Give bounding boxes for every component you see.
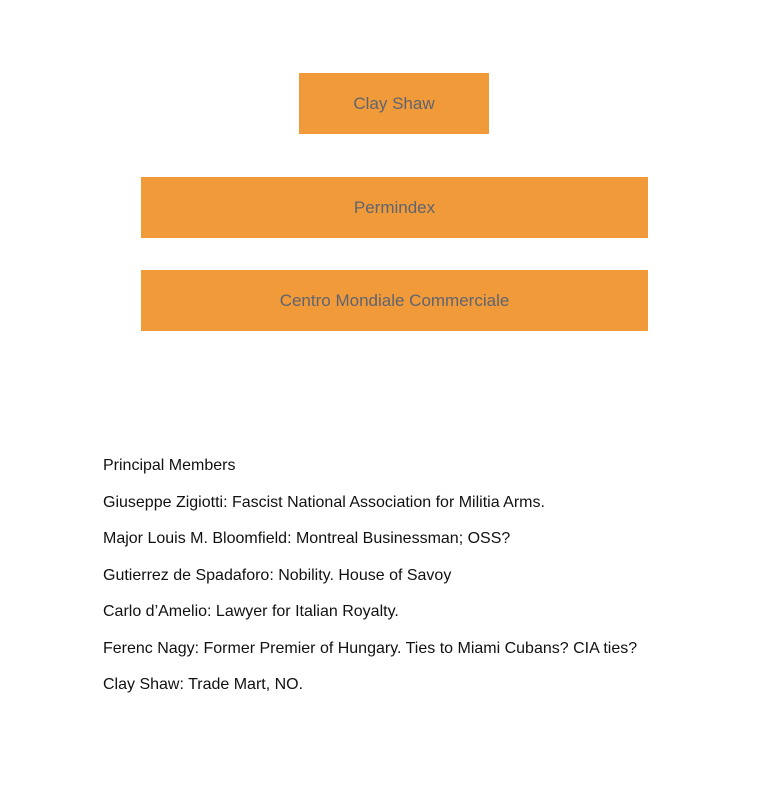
members-heading: Principal Members xyxy=(103,457,236,474)
member-line: Major Louis M. Bloomfield: Montreal Businessman; OSS? xyxy=(103,530,511,547)
box-clay-shaw-label: Clay Shaw xyxy=(353,93,435,113)
member-line: Carlo d’Amelio: Lawyer for Italian Royalty. xyxy=(103,603,399,620)
member-line: Clay Shaw: Trade Mart, NO. xyxy=(103,676,304,693)
member-line: Gutierrez de Spadaforo: Nobility. House of Savoy xyxy=(103,566,452,584)
box-permindex-label: Permindex xyxy=(353,197,436,217)
principal-members-list xyxy=(103,456,763,712)
member-line: Giuseppe Zigiotti: Fascist National Association for Militia Arms. xyxy=(103,493,545,511)
box-permindex xyxy=(141,177,648,238)
box-clay-shaw xyxy=(299,73,489,134)
member-line: Ferenc Nagy: Former Premier of Hungary. Ties to Miami Cubans? CIA ties? xyxy=(103,639,638,657)
box-centro-mondiale-commerciale xyxy=(141,270,648,331)
box-centro-mondiale-commerciale-label: Centro Mondiale Commerciale xyxy=(279,290,510,310)
